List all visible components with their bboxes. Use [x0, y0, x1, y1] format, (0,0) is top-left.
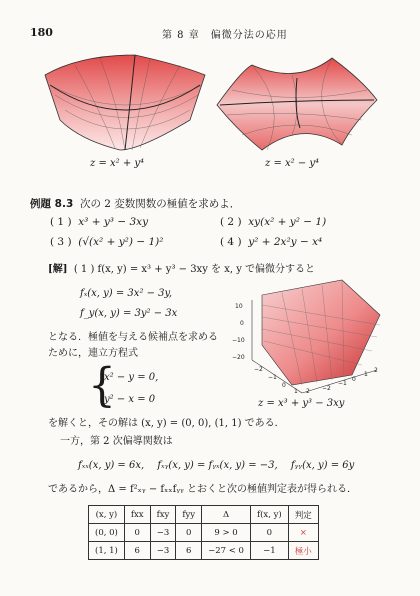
surface-plot-bowl — [40, 50, 210, 155]
z-tick-0: 0 — [240, 320, 244, 327]
x-tick-2: −1 — [268, 374, 277, 381]
table-header: fxy — [150, 506, 176, 524]
table-cell: 0 — [176, 524, 202, 542]
problem-2: ( 2 ) xy(x² + y² − 1) — [220, 216, 327, 228]
x-tick-1: −2 — [254, 366, 263, 373]
table-cell-verdict: 極小 — [288, 542, 318, 560]
partial-fy: f_y(x, y) = 3y² − 3x — [80, 308, 178, 319]
z-tick-minus10: −10 — [232, 337, 245, 344]
table-cell: (0, 0) — [89, 524, 125, 542]
y-tick-5: 2 — [374, 367, 378, 374]
x-tick-4: 1 — [294, 388, 298, 395]
surface-plot-cubic — [232, 275, 382, 395]
surface-plot-saddle — [212, 50, 382, 155]
table-header: 判定 — [288, 506, 318, 524]
table-row — [89, 524, 319, 542]
y-tick-3: 0 — [352, 376, 356, 383]
problem-4: ( 4 ) y² + 2x²y − x⁴ — [220, 236, 323, 248]
equation-1: x² − y = 0, — [104, 372, 159, 383]
para-1: となる．極値を与える候補点を求める — [48, 332, 218, 343]
equation-2: y² − x = 0 — [104, 394, 156, 405]
problem-1: ( 1 ) x³ + y³ − 3xy — [50, 216, 149, 228]
solution-intro: [解] ( 1 ) f(x, y) = x³ + y³ − 3xy を x, y で偏微分すると — [48, 264, 316, 275]
second-derivatives: fₓₓ(x, y) = 6x, fₓᵧ(x, y) = fᵧₓ(x, y) = −3, fᵧᵧ(x, y) = 6y — [78, 460, 355, 471]
table-cell: −27 < 0 — [202, 542, 251, 560]
table-header: Δ — [202, 506, 251, 524]
para-4: 一方，第 2 次偏導関数は — [60, 436, 173, 447]
para-2: ために，連立方程式 — [48, 348, 138, 359]
para-5: であるから，Δ = f²ₓᵧ − fₓₓfᵧᵧ とおくと次の極値判定表が得られる． — [48, 484, 357, 495]
partial-fx: fₓ(x, y) = 3x² − 3y, — [80, 288, 173, 299]
table-cell: 6 — [176, 542, 202, 560]
y-tick-1: −2 — [322, 385, 331, 392]
z-tick-minus20: −20 — [232, 354, 245, 361]
caption-cubic: z = x³ + y³ − 3xy — [258, 398, 345, 409]
x-tick-5: 2 — [306, 388, 310, 395]
problem-3: ( 3 ) (√(x² + y²) − 1)² — [50, 236, 164, 248]
caption-saddle: z = x² − y⁴ — [265, 158, 320, 169]
table-header-row — [89, 506, 319, 524]
table-header: f(x, y) — [250, 506, 288, 524]
table-cell-verdict: × — [288, 524, 318, 542]
table-cell: −3 — [150, 542, 176, 560]
table-cell: 0 — [124, 524, 150, 542]
table-cell: 0 — [250, 524, 288, 542]
y-tick-2: −1 — [338, 380, 347, 387]
z-tick-10: 10 — [235, 303, 243, 310]
chapter-title: 第 8 章 偏微分法の応用 — [162, 30, 288, 41]
page-number: 180 — [30, 26, 53, 39]
x-tick-3: 0 — [282, 382, 286, 389]
table-cell: 9 > 0 — [202, 524, 251, 542]
system-brace: { — [88, 358, 116, 413]
table-cell: −3 — [150, 524, 176, 542]
table-header: fxx — [124, 506, 150, 524]
example-heading: 例題 8.3 次の 2 変数関数の極値を求めよ． — [30, 198, 241, 210]
y-tick-4: 1 — [364, 371, 368, 378]
table-cell: 6 — [124, 542, 150, 560]
table-header: fyy — [176, 506, 202, 524]
table-cell: −1 — [250, 542, 288, 560]
extrema-table — [88, 505, 319, 560]
table-row — [89, 542, 319, 560]
table-cell: (1, 1) — [89, 542, 125, 560]
table-header: (x, y) — [89, 506, 125, 524]
caption-bowl: z = x² + y⁴ — [90, 158, 145, 169]
para-3: を解くと，その解は (x, y) = (0, 0), (1, 1) である． — [48, 418, 285, 429]
